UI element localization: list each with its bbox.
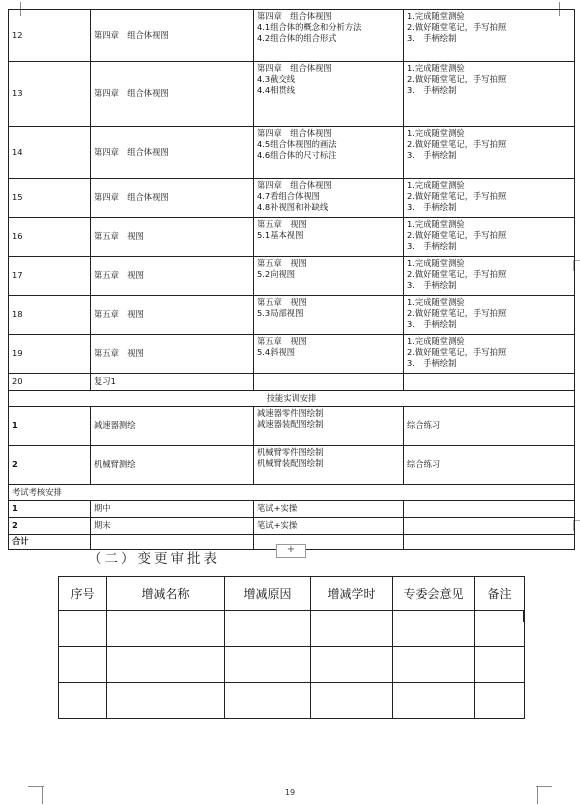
lesson-tasks: 1.完成随堂测验 2.做好随堂笔记，手写拍照 3. 手柄绘制 <box>404 335 575 374</box>
review-label: 复习1 <box>91 374 254 391</box>
approval-cell[interactable] <box>393 611 475 647</box>
header-change-hours: 增减学时 <box>311 577 393 611</box>
lesson-topics: 第四章 组合体视图 4.3截交线 4.4相贯线 <box>254 62 404 127</box>
lesson-chapter: 第四章 组合体视图 <box>91 179 254 218</box>
header-committee-opinion: 专委会意见 <box>393 577 475 611</box>
approval-cell[interactable] <box>59 683 107 719</box>
approval-row <box>59 611 525 647</box>
exam-method: 笔试+实操 <box>254 501 404 518</box>
lesson-row <box>9 10 575 62</box>
lesson-chapter: 第四章 组合体视图 <box>91 127 254 179</box>
lesson-topics: 第四章 组合体视图 4.7看组合体视图 4.8补视图和补缺线 <box>254 179 404 218</box>
practice-note: 综合练习 <box>404 407 575 446</box>
lesson-topics: 第五章 视图 5.2向视图 <box>254 257 404 296</box>
lesson-number: 19 <box>9 335 91 374</box>
practice-number: 1 <box>9 407 91 446</box>
practice-name: 减速器测绘 <box>91 407 254 446</box>
lesson-number: 12 <box>9 10 91 62</box>
section-heading: （二）变更审批表 <box>88 551 220 567</box>
practice-row <box>9 407 575 446</box>
approval-cell[interactable] <box>59 647 107 683</box>
lesson-tasks: 1.完成随堂测验 2.做好随堂笔记，手写拍照 3. 手柄绘制 <box>404 296 575 335</box>
lesson-chapter: 第五章 视图 <box>91 296 254 335</box>
approval-cell[interactable] <box>59 611 107 647</box>
lesson-row <box>9 335 575 374</box>
approval-cell[interactable] <box>311 611 393 647</box>
lesson-topics: 第五章 视图 5.4斜视图 <box>254 335 404 374</box>
header-remarks: 备注 <box>475 577 525 611</box>
practice-note: 综合练习 <box>404 446 575 485</box>
practice-content: 减速器零件图绘制 减速器装配图绘制 <box>254 407 404 446</box>
approval-cell[interactable] <box>225 647 311 683</box>
page-number: 19 <box>284 788 296 797</box>
review-row <box>9 374 575 391</box>
lesson-tasks: 1.完成随堂测验 2.做好随堂笔记，手写拍照 3. 手柄绘制 <box>404 218 575 257</box>
practice-number: 2 <box>9 446 91 485</box>
lesson-row <box>9 127 575 179</box>
approval-row <box>59 683 525 719</box>
approval-cell[interactable] <box>475 647 525 683</box>
exam-row <box>9 501 575 518</box>
practice-row <box>9 446 575 485</box>
approval-cell[interactable] <box>225 611 311 647</box>
approval-cell[interactable] <box>107 647 225 683</box>
total-label: 合计 <box>9 535 91 550</box>
approval-cell[interactable] <box>393 647 475 683</box>
exam-row <box>9 518 575 535</box>
approval-cell[interactable] <box>311 683 393 719</box>
approval-cell[interactable] <box>107 611 225 647</box>
lesson-tasks: 1.完成随堂测验 2.做好随堂笔记，手写拍照 3. 手柄绘制 <box>404 62 575 127</box>
lesson-row <box>9 296 575 335</box>
lesson-number: 17 <box>9 257 91 296</box>
approval-cell[interactable] <box>393 683 475 719</box>
lesson-chapter: 第五章 视图 <box>91 257 254 296</box>
lesson-number: 18 <box>9 296 91 335</box>
exam-number: 2 <box>9 518 91 535</box>
lesson-topics: 第四章 组合体视图 4.1组合体的概念和分析方法 4.2组合体的组合形式 <box>254 10 404 62</box>
exam-heading-row <box>9 485 575 501</box>
lesson-row <box>9 257 575 296</box>
lesson-topics: 第五章 视图 5.1基本视图 <box>254 218 404 257</box>
lesson-tasks: 1.完成随堂测验 2.做好随堂笔记，手写拍照 3. 手柄绘制 <box>404 257 575 296</box>
approval-row <box>59 647 525 683</box>
lesson-tasks: 1.完成随堂测验 2.做好随堂笔记，手写拍照 3. 手柄绘制 <box>404 127 575 179</box>
practice-content: 机械臂零件图绘制 机械臂装配图绘制 <box>254 446 404 485</box>
lesson-chapter: 第五章 视图 <box>91 335 254 374</box>
exam-heading: 考试考核安排 <box>9 485 575 501</box>
lesson-number: 14 <box>9 127 91 179</box>
lesson-tasks: 1.完成随堂测验 2.做好随堂笔记，手写拍照 3. 手柄绘制 <box>404 10 575 62</box>
exam-method: 笔试+实操 <box>254 518 404 535</box>
approval-cell[interactable] <box>475 611 525 647</box>
approval-cell[interactable] <box>225 683 311 719</box>
text-cursor <box>523 610 525 622</box>
lesson-chapter: 第五章 视图 <box>91 218 254 257</box>
practice-heading: 技能实训安排 <box>9 391 575 407</box>
approval-cell[interactable] <box>475 683 525 719</box>
lesson-number: 16 <box>9 218 91 257</box>
lesson-chapter: 第四章 组合体视图 <box>91 10 254 62</box>
header-change-reason: 增减原因 <box>225 577 311 611</box>
review-number: 20 <box>9 374 91 391</box>
approval-cell[interactable] <box>107 683 225 719</box>
lesson-tasks: 1.完成随堂测验 2.做好随堂笔记，手写拍照 3. 手柄绘制 <box>404 179 575 218</box>
lesson-chapter: 第四章 组合体视图 <box>91 62 254 127</box>
course-schedule-table <box>8 9 575 550</box>
practice-name: 机械臂测绘 <box>91 446 254 485</box>
lesson-topics: 第五章 视图 5.3局部视图 <box>254 296 404 335</box>
add-row-button[interactable]: + <box>276 544 306 558</box>
lesson-row <box>9 218 575 257</box>
crop-mark-bottom-right-h <box>536 786 552 787</box>
lesson-number: 13 <box>9 62 91 127</box>
exam-number: 1 <box>9 501 91 518</box>
header-change-name: 增减名称 <box>107 577 225 611</box>
approval-header-row <box>59 577 525 611</box>
change-approval-table <box>58 576 525 719</box>
exam-name: 期末 <box>91 518 254 535</box>
practice-heading-row <box>9 391 575 407</box>
header-serial: 序号 <box>59 577 107 611</box>
lesson-number: 15 <box>9 179 91 218</box>
crop-mark-bottom-left-h <box>28 786 44 787</box>
lesson-topics: 第四章 组合体视图 4.5组合体视图的画法 4.6组合体的尺寸标注 <box>254 127 404 179</box>
lesson-row <box>9 179 575 218</box>
exam-name: 期中 <box>91 501 254 518</box>
lesson-row <box>9 62 575 127</box>
approval-cell[interactable] <box>311 647 393 683</box>
